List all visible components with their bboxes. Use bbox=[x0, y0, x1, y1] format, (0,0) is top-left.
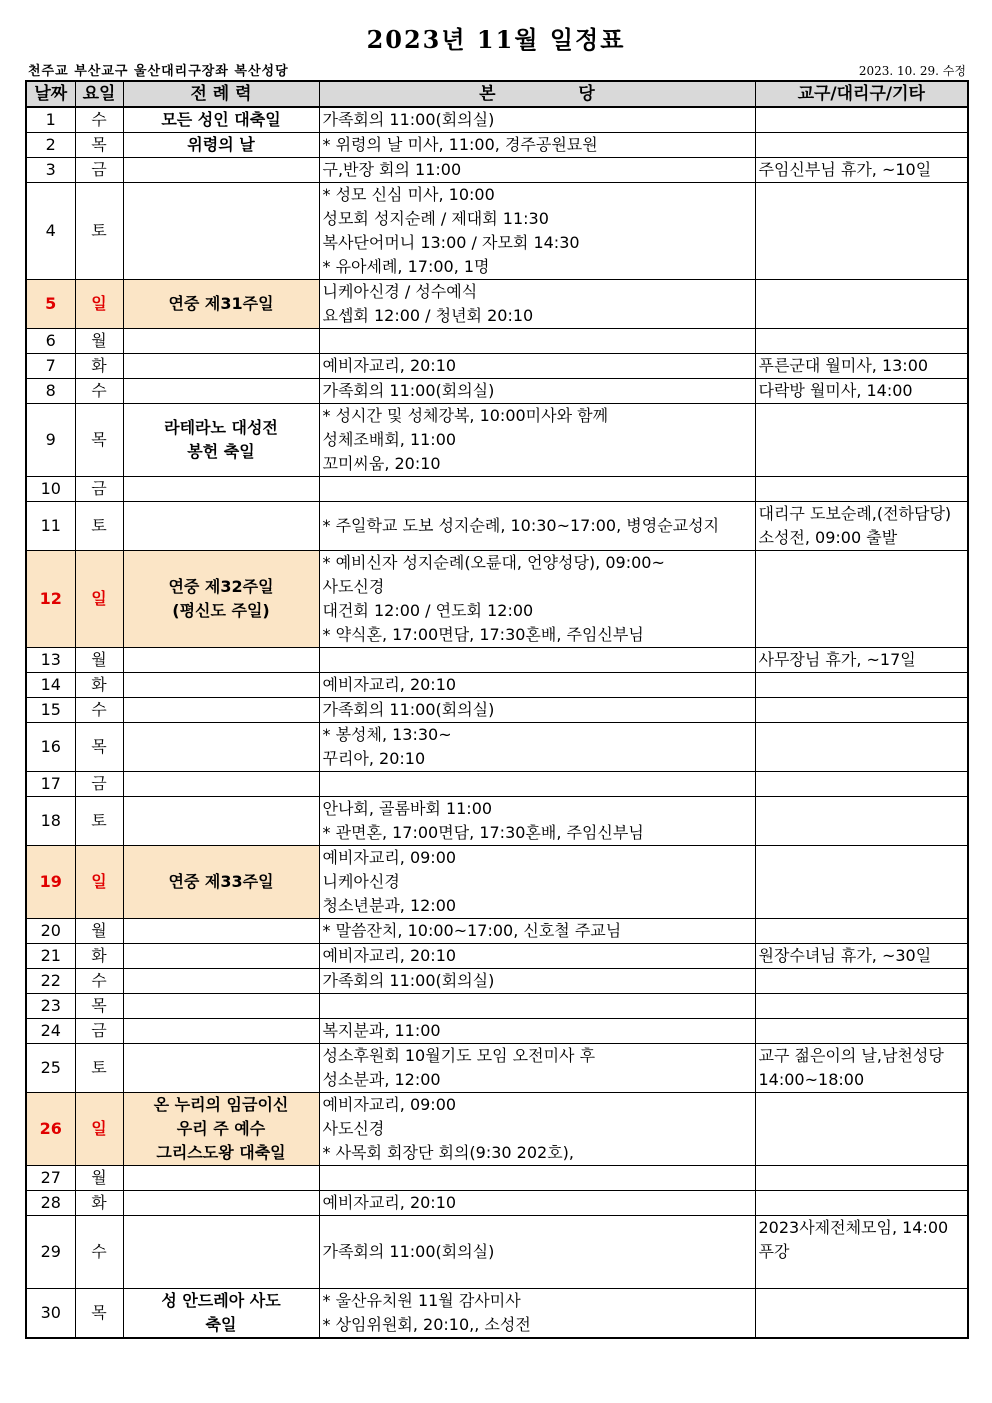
diocese-schedule-cell bbox=[755, 1019, 968, 1044]
table-row bbox=[26, 1191, 968, 1216]
table-row bbox=[26, 183, 968, 280]
date-cell: 17 bbox=[26, 772, 75, 797]
cell-line: 성체조배회, 11:00 bbox=[322, 430, 457, 449]
day-of-week-cell: 수 bbox=[75, 698, 123, 723]
date-cell: 12 bbox=[26, 551, 75, 648]
table-row bbox=[26, 723, 968, 772]
parish-schedule-cell bbox=[319, 772, 755, 797]
liturgical-cell bbox=[123, 477, 319, 502]
day-of-week-cell: 토 bbox=[75, 1044, 123, 1093]
cell-line: * 성시간 및 성체강복, 10:00미사와 함께 bbox=[322, 406, 609, 425]
diocese-schedule-cell bbox=[755, 944, 968, 969]
day-of-week-cell: 월 bbox=[75, 648, 123, 673]
diocese-schedule-cell bbox=[755, 280, 968, 329]
table-row bbox=[26, 673, 968, 698]
day-of-week-cell: 수 bbox=[75, 1216, 123, 1289]
cell-line: (평신도 주일) bbox=[172, 601, 270, 620]
parish-schedule-cell bbox=[319, 698, 755, 723]
cell-line: 가족회의 11:00(회의실) bbox=[322, 971, 495, 990]
cell-line: 위령의 날 bbox=[187, 135, 255, 154]
table-row bbox=[26, 329, 968, 354]
parish-schedule-cell bbox=[319, 1216, 755, 1289]
table-row bbox=[26, 551, 968, 648]
liturgical-cell bbox=[123, 379, 319, 404]
cell-line: 원장수녀님 휴가, ~30일 bbox=[758, 946, 932, 965]
day-of-week-cell: 목 bbox=[75, 133, 123, 158]
liturgical-cell bbox=[123, 723, 319, 772]
cell-line: * 말씀잔치, 10:00~17:00, 신호철 주교님 bbox=[322, 921, 622, 940]
liturgical-cell bbox=[123, 1019, 319, 1044]
cell-line: 요셉회 12:00 / 청년회 20:10 bbox=[322, 306, 534, 325]
cell-line: * 성모 신심 미사, 10:00 bbox=[322, 185, 495, 204]
table-row bbox=[26, 1019, 968, 1044]
liturgical-cell bbox=[123, 1191, 319, 1216]
cell-line: 청소년분과, 12:00 bbox=[322, 896, 457, 915]
date-cell: 23 bbox=[26, 994, 75, 1019]
cell-line: 대건회 12:00 / 연도회 12:00 bbox=[322, 601, 534, 620]
cell-line: 가족회의 11:00(회의실) bbox=[322, 700, 495, 719]
liturgical-cell bbox=[123, 673, 319, 698]
diocese-schedule-cell bbox=[755, 477, 968, 502]
diocese-schedule-cell bbox=[755, 1093, 968, 1166]
date-cell: 3 bbox=[26, 158, 75, 183]
parish-schedule-cell bbox=[319, 723, 755, 772]
day-of-week-cell: 일 bbox=[75, 1093, 123, 1166]
day-of-week-cell: 화 bbox=[75, 944, 123, 969]
diocese-schedule-cell bbox=[755, 1191, 968, 1216]
cell-line: 성소분과, 12:00 bbox=[322, 1070, 441, 1089]
parish-schedule-cell bbox=[319, 1019, 755, 1044]
cell-line: * 봉성체, 13:30~ bbox=[322, 725, 452, 744]
day-of-week-cell: 월 bbox=[75, 919, 123, 944]
parish-schedule-cell bbox=[319, 1191, 755, 1216]
table-row bbox=[26, 698, 968, 723]
liturgical-cell bbox=[123, 133, 319, 158]
cell-line: * 상임위원회, 20:10,, 소성전 bbox=[322, 1315, 531, 1334]
table-row bbox=[26, 1216, 968, 1289]
diocese-schedule-cell bbox=[755, 502, 968, 551]
liturgical-cell bbox=[123, 329, 319, 354]
cell-line: 라테라노 대성전 bbox=[164, 418, 278, 437]
cell-line: 연중 제33주일 bbox=[168, 872, 274, 891]
diocese-schedule-cell bbox=[755, 183, 968, 280]
cell-line: * 울산유치원 11월 감사미사 bbox=[322, 1291, 521, 1310]
date-cell: 13 bbox=[26, 648, 75, 673]
liturgical-cell bbox=[123, 648, 319, 673]
date-cell: 21 bbox=[26, 944, 75, 969]
liturgical-cell bbox=[123, 994, 319, 1019]
cell-line: 가족회의 11:00(회의실) bbox=[322, 381, 495, 400]
day-of-week-cell: 일 bbox=[75, 846, 123, 919]
cell-line: * 유아세례, 17:00, 1명 bbox=[322, 257, 490, 276]
diocese-schedule-cell bbox=[755, 797, 968, 846]
table-row bbox=[26, 1044, 968, 1093]
diocese-schedule-cell bbox=[755, 994, 968, 1019]
diocese-schedule-cell bbox=[755, 919, 968, 944]
cell-line: 온 누리의 임금이신 bbox=[153, 1095, 289, 1114]
parish-schedule-cell bbox=[319, 846, 755, 919]
parish-schedule-cell bbox=[319, 183, 755, 280]
cell-line: 예비자교리, 09:00 bbox=[322, 848, 457, 867]
diocese-schedule-cell bbox=[755, 1289, 968, 1339]
day-of-week-cell: 화 bbox=[75, 354, 123, 379]
date-cell: 26 bbox=[26, 1093, 75, 1166]
table-header-row bbox=[26, 81, 968, 107]
cell-line: 푸강 bbox=[758, 1242, 790, 1261]
cell-line: 가족회의 11:00(회의실) bbox=[322, 110, 495, 129]
day-of-week-cell: 일 bbox=[75, 551, 123, 648]
cell-line: 주임신부님 휴가, ~10일 bbox=[758, 160, 932, 179]
day-of-week-cell: 목 bbox=[75, 404, 123, 477]
table-row bbox=[26, 502, 968, 551]
day-of-week-cell: 금 bbox=[75, 1019, 123, 1044]
cell-line: 14:00~18:00 bbox=[758, 1070, 865, 1089]
liturgical-cell bbox=[123, 797, 319, 846]
table-row bbox=[26, 477, 968, 502]
date-cell: 6 bbox=[26, 329, 75, 354]
parish-schedule-cell bbox=[319, 1093, 755, 1166]
cell-line: * 사목회 회장단 회의(9:30 202호), bbox=[322, 1143, 574, 1162]
table-row bbox=[26, 772, 968, 797]
parish-schedule-cell bbox=[319, 379, 755, 404]
date-cell: 7 bbox=[26, 354, 75, 379]
date-cell: 5 bbox=[26, 280, 75, 329]
cell-line: 축일 bbox=[205, 1315, 237, 1334]
diocese-schedule-cell bbox=[755, 379, 968, 404]
cell-line: 꼬미씨움, 20:10 bbox=[322, 454, 441, 473]
liturgical-cell bbox=[123, 1216, 319, 1289]
cell-line: * 주일학교 도보 성지순례, 10:30~17:00, 병영순교성지 bbox=[322, 516, 720, 535]
parish-schedule-cell bbox=[319, 1044, 755, 1093]
liturgical-cell bbox=[123, 1166, 319, 1191]
parish-schedule-cell bbox=[319, 133, 755, 158]
liturgical-cell bbox=[123, 944, 319, 969]
parish-schedule-cell bbox=[319, 919, 755, 944]
diocese-schedule-cell bbox=[755, 648, 968, 673]
date-cell: 29 bbox=[26, 1216, 75, 1289]
day-of-week-cell: 일 bbox=[75, 280, 123, 329]
day-of-week-cell: 토 bbox=[75, 797, 123, 846]
liturgical-cell bbox=[123, 158, 319, 183]
parish-schedule-cell bbox=[319, 551, 755, 648]
parish-schedule-cell bbox=[319, 329, 755, 354]
diocese-schedule-cell bbox=[755, 969, 968, 994]
date-cell: 1 bbox=[26, 107, 75, 133]
table-row bbox=[26, 107, 968, 133]
date-cell: 20 bbox=[26, 919, 75, 944]
header-liturgical-calendar: 전 례 력 bbox=[123, 81, 319, 107]
liturgical-cell bbox=[123, 183, 319, 280]
date-cell: 18 bbox=[26, 797, 75, 846]
table-row bbox=[26, 797, 968, 846]
day-of-week-cell: 수 bbox=[75, 379, 123, 404]
liturgical-cell bbox=[123, 404, 319, 477]
diocese-schedule-cell bbox=[755, 1166, 968, 1191]
cell-line bbox=[323, 1264, 755, 1288]
diocese-schedule-cell bbox=[755, 723, 968, 772]
liturgical-cell bbox=[123, 1093, 319, 1166]
day-of-week-cell: 화 bbox=[75, 1191, 123, 1216]
liturgical-cell bbox=[123, 1044, 319, 1093]
liturgical-cell bbox=[123, 919, 319, 944]
diocese-schedule-cell bbox=[755, 158, 968, 183]
table-row bbox=[26, 1289, 968, 1339]
diocese-schedule-cell bbox=[755, 673, 968, 698]
schedule-table bbox=[25, 80, 969, 1339]
date-cell: 22 bbox=[26, 969, 75, 994]
diocese-schedule-cell bbox=[755, 354, 968, 379]
parish-schedule-cell bbox=[319, 648, 755, 673]
diocese-schedule-cell bbox=[755, 1044, 968, 1093]
cell-line: 예비자교리, 20:10 bbox=[322, 356, 457, 375]
liturgical-cell bbox=[123, 354, 319, 379]
diocese-schedule-cell bbox=[755, 698, 968, 723]
liturgical-cell bbox=[123, 107, 319, 133]
date-cell: 2 bbox=[26, 133, 75, 158]
day-of-week-cell: 토 bbox=[75, 183, 123, 280]
cell-line: * 예비신자 성지순례(오륜대, 언양성당), 09:00~ bbox=[322, 553, 665, 572]
date-cell: 4 bbox=[26, 183, 75, 280]
table-row bbox=[26, 648, 968, 673]
date-cell: 10 bbox=[26, 477, 75, 502]
cell-line: 성 안드레아 사도 bbox=[161, 1291, 281, 1310]
date-cell: 30 bbox=[26, 1289, 75, 1339]
parish-schedule-cell bbox=[319, 1289, 755, 1339]
liturgical-cell bbox=[123, 969, 319, 994]
cell-line: 연중 제31주일 bbox=[168, 294, 274, 313]
day-of-week-cell: 금 bbox=[75, 772, 123, 797]
parish-schedule-cell bbox=[319, 944, 755, 969]
table-row bbox=[26, 158, 968, 183]
parish-schedule-cell bbox=[319, 969, 755, 994]
document-title: 2023년 11월 일정표 bbox=[366, 25, 626, 54]
liturgical-cell bbox=[123, 846, 319, 919]
parish-schedule-cell bbox=[319, 477, 755, 502]
cell-line: * 관면혼, 17:00면담, 17:30혼배, 주임신부님 bbox=[322, 823, 644, 842]
cell-line: 봉헌 축일 bbox=[187, 442, 255, 461]
parish-name: 천주교 부산교구 울산대리구장좌 복산성당 bbox=[28, 64, 289, 79]
date-cell: 15 bbox=[26, 698, 75, 723]
cell-line: 사도신경 bbox=[322, 1119, 385, 1138]
parish-schedule-cell bbox=[319, 158, 755, 183]
header-diocese-other: 교구/대리구/기타 bbox=[755, 81, 968, 107]
table-row bbox=[26, 944, 968, 969]
cell-line: 다락방 월미사, 14:00 bbox=[758, 381, 913, 400]
diocese-schedule-cell bbox=[755, 551, 968, 648]
cell-line: 우리 주 예수 bbox=[176, 1119, 266, 1138]
cell-line: 예비자교리, 09:00 bbox=[322, 1095, 457, 1114]
table-row bbox=[26, 846, 968, 919]
table-row bbox=[26, 133, 968, 158]
cell-line: 그리스도왕 대축일 bbox=[156, 1143, 286, 1162]
parish-schedule-cell bbox=[319, 797, 755, 846]
diocese-schedule-cell bbox=[755, 1216, 968, 1289]
date-cell: 24 bbox=[26, 1019, 75, 1044]
date-cell: 16 bbox=[26, 723, 75, 772]
cell-line: 복지분과, 11:00 bbox=[322, 1021, 441, 1040]
liturgical-cell bbox=[123, 502, 319, 551]
day-of-week-cell: 토 bbox=[75, 502, 123, 551]
date-cell: 28 bbox=[26, 1191, 75, 1216]
cell-line: 2023사제전체모임, 14:00 bbox=[758, 1218, 949, 1237]
cell-line: 모든 성인 대축일 bbox=[161, 110, 281, 129]
table-row bbox=[26, 354, 968, 379]
day-of-week-cell: 수 bbox=[75, 107, 123, 133]
parish-schedule-cell bbox=[319, 1166, 755, 1191]
cell-line: 성소후원회 10월기도 모임 오전미사 후 bbox=[322, 1046, 596, 1065]
diocese-schedule-cell bbox=[755, 846, 968, 919]
day-of-week-cell: 목 bbox=[75, 723, 123, 772]
parish-schedule-cell bbox=[319, 502, 755, 551]
date-cell: 8 bbox=[26, 379, 75, 404]
day-of-week-cell: 금 bbox=[75, 477, 123, 502]
day-of-week-cell: 화 bbox=[75, 673, 123, 698]
cell-line: * 약식혼, 17:00면담, 17:30혼배, 주임신부님 bbox=[322, 625, 644, 644]
parish-schedule-cell bbox=[319, 404, 755, 477]
header-parish: 본 당 bbox=[319, 81, 755, 107]
date-cell: 19 bbox=[26, 846, 75, 919]
table-row bbox=[26, 1093, 968, 1166]
table-row bbox=[26, 919, 968, 944]
cell-line: 대리구 도보순례,(전하담당) bbox=[758, 504, 952, 523]
table-row bbox=[26, 994, 968, 1019]
day-of-week-cell: 월 bbox=[75, 329, 123, 354]
cell-line: 교구 젊은이의 날,남천성당 bbox=[758, 1046, 944, 1065]
day-of-week-cell: 목 bbox=[75, 1289, 123, 1339]
cell-line: 안나회, 골롬바회 11:00 bbox=[322, 799, 493, 818]
table-row bbox=[26, 1166, 968, 1191]
day-of-week-cell: 수 bbox=[75, 969, 123, 994]
table-row bbox=[26, 969, 968, 994]
cell-line: 사무장님 휴가, ~17일 bbox=[758, 650, 916, 669]
parish-schedule-cell bbox=[319, 107, 755, 133]
header-day-of-week: 요일 bbox=[75, 81, 123, 107]
cell-line: * 위령의 날 미사, 11:00, 경주공원묘원 bbox=[322, 135, 598, 154]
date-cell: 14 bbox=[26, 673, 75, 698]
diocese-schedule-cell bbox=[755, 772, 968, 797]
table-row bbox=[26, 404, 968, 477]
diocese-schedule-cell bbox=[755, 107, 968, 133]
date-cell: 9 bbox=[26, 404, 75, 477]
parish-schedule-cell bbox=[319, 994, 755, 1019]
date-cell: 11 bbox=[26, 502, 75, 551]
diocese-schedule-cell bbox=[755, 133, 968, 158]
date-cell: 25 bbox=[26, 1044, 75, 1093]
diocese-schedule-cell bbox=[755, 329, 968, 354]
liturgical-cell bbox=[123, 772, 319, 797]
table-row bbox=[26, 379, 968, 404]
cell-line: 예비자교리, 20:10 bbox=[322, 675, 457, 694]
day-of-week-cell: 월 bbox=[75, 1166, 123, 1191]
cell-line: 소성전, 09:00 출발 bbox=[758, 528, 898, 547]
cell-line: 연중 제32주일 bbox=[168, 577, 274, 596]
cell-line: 사도신경 bbox=[322, 577, 385, 596]
cell-line bbox=[759, 1264, 968, 1288]
parish-schedule-cell bbox=[319, 673, 755, 698]
day-of-week-cell: 금 bbox=[75, 158, 123, 183]
cell-line: 니케아신경 bbox=[322, 872, 400, 891]
day-of-week-cell: 목 bbox=[75, 994, 123, 1019]
cell-line: 꾸리아, 20:10 bbox=[322, 749, 426, 768]
revision-date: 2023. 10. 29. 수정 bbox=[858, 64, 966, 78]
header-date: 날짜 bbox=[26, 81, 75, 107]
cell-line: 가족회의 11:00(회의실) bbox=[322, 1242, 495, 1261]
cell-line: 푸른군대 월미사, 13:00 bbox=[758, 356, 929, 375]
liturgical-cell bbox=[123, 280, 319, 329]
parish-schedule-cell bbox=[319, 354, 755, 379]
liturgical-cell bbox=[123, 698, 319, 723]
cell-line: 예비자교리, 20:10 bbox=[322, 1193, 457, 1212]
cell-line: 복사단어머니 13:00 / 자모회 14:30 bbox=[322, 233, 580, 252]
parish-schedule-cell bbox=[319, 280, 755, 329]
cell-line: 예비자교리, 20:10 bbox=[322, 946, 457, 965]
diocese-schedule-cell bbox=[755, 404, 968, 477]
liturgical-cell bbox=[123, 1289, 319, 1339]
date-cell: 27 bbox=[26, 1166, 75, 1191]
cell-line: 니케아신경 / 성수예식 bbox=[322, 282, 478, 301]
cell-line: 성모회 성지순례 / 제대회 11:30 bbox=[322, 209, 549, 228]
liturgical-cell bbox=[123, 551, 319, 648]
cell-line bbox=[323, 1216, 755, 1240]
cell-line: 구,반장 회의 11:00 bbox=[322, 160, 462, 179]
table-row bbox=[26, 280, 968, 329]
